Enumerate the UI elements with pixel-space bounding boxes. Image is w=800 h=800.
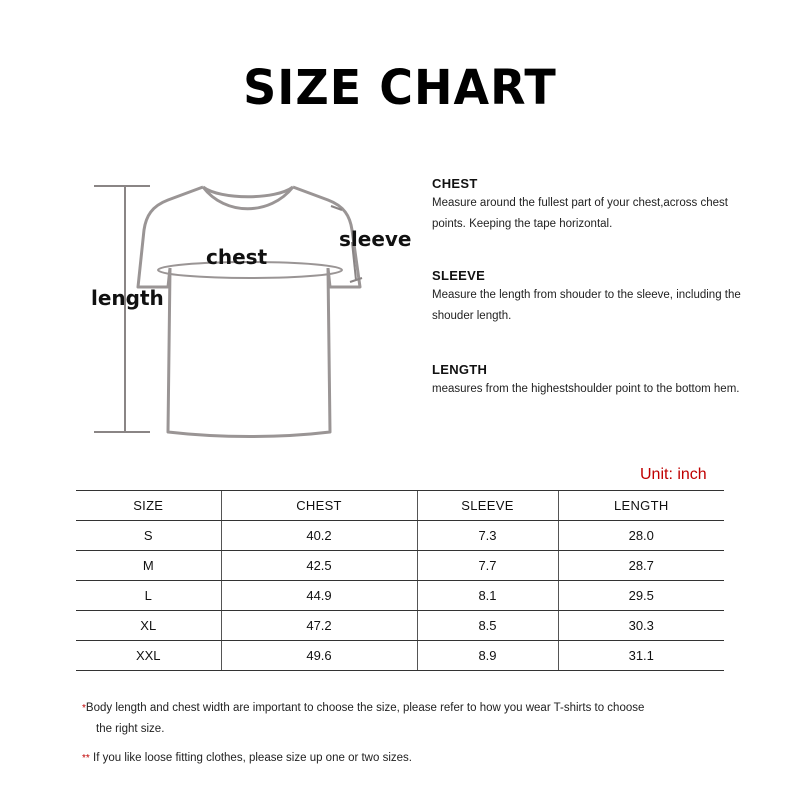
cell-size: S (76, 521, 221, 551)
note-marker: ** (82, 753, 90, 764)
cell-sleeve: 7.3 (417, 521, 558, 551)
unit-label: Unit: inch (640, 466, 707, 483)
cell-length: 28.7 (558, 551, 724, 581)
fit-note (82, 698, 722, 740)
chest-label: chest (206, 245, 268, 269)
cell-chest: 49.6 (221, 641, 417, 671)
cell-length: 28.0 (558, 521, 724, 551)
cell-sleeve: 7.7 (417, 551, 558, 581)
table-row (76, 641, 724, 671)
cell-sleeve: 8.5 (417, 611, 558, 641)
chest-heading: CHEST (432, 176, 478, 191)
header-sleeve: SLEEVE (417, 491, 558, 521)
cell-chest: 42.5 (221, 551, 417, 581)
table-row (76, 611, 724, 641)
length-heading: LENGTH (432, 362, 488, 377)
table-row (76, 581, 724, 611)
fit-note-line2: the right size. (96, 723, 165, 735)
cell-chest: 47.2 (221, 611, 417, 641)
sleeve-label: sleeve (339, 227, 412, 251)
tshirt-outline-icon (80, 170, 420, 450)
header-chest: CHEST (221, 491, 417, 521)
cell-sleeve: 8.9 (417, 641, 558, 671)
cell-size: XXL (76, 641, 221, 671)
chest-description (432, 176, 752, 235)
note-marker: * (82, 703, 86, 714)
fit-note-line1: Body length and chest width are important to choose the size, please refer to how you wear T-shirts to choose (85, 702, 645, 714)
cell-size: M (76, 551, 221, 581)
table-header-row (76, 491, 724, 521)
sleeve-text: Measure the length from shouder to the sleeve, including the shouder length. (432, 289, 741, 322)
length-label: length (91, 286, 164, 310)
cell-sleeve: 8.1 (417, 581, 558, 611)
chest-text: Measure around the fullest part of your chest,across chest points. Keeping the tape horizontal. (432, 197, 728, 230)
cell-chest: 44.9 (221, 581, 417, 611)
loose-fit-note (82, 748, 412, 769)
cell-chest: 40.2 (221, 521, 417, 551)
header-length: LENGTH (558, 491, 724, 521)
sleeve-heading: SLEEVE (432, 268, 486, 283)
cell-length: 30.3 (558, 611, 724, 641)
cell-length: 31.1 (558, 641, 724, 671)
sleeve-description (432, 268, 752, 327)
table-row (76, 551, 724, 581)
length-text: measures from the highestshoulder point to the bottom hem. (432, 383, 740, 395)
length-description (432, 362, 752, 400)
table-row (76, 521, 724, 551)
cell-size: XL (76, 611, 221, 641)
tshirt-diagram (80, 170, 420, 450)
header-size: SIZE (76, 491, 221, 521)
page-title: SIZE CHART (243, 58, 557, 116)
size-table (76, 490, 724, 671)
cell-length: 29.5 (558, 581, 724, 611)
cell-size: L (76, 581, 221, 611)
loose-fit-text: If you like loose fitting clothes, please size up one or two sizes. (93, 752, 412, 764)
